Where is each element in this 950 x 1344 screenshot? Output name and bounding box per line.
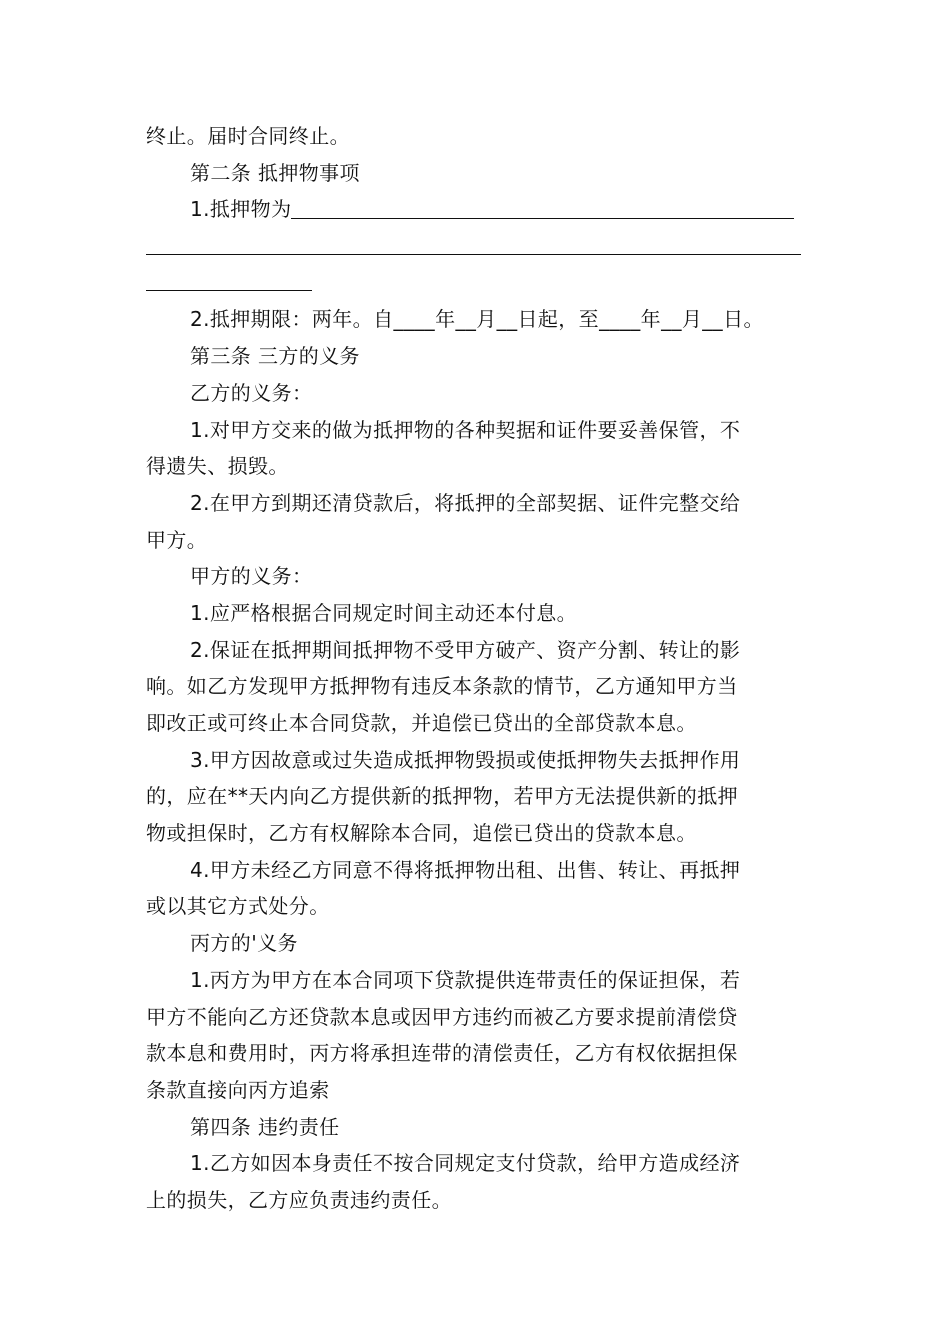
text-line: 1.丙方为甲方在本合同项下贷款提供连带责任的保证担保，若 (190, 967, 741, 992)
text-line: 的，应在**天内向乙方提供新的抵押物，若甲方无法提供新的抵押 (146, 784, 738, 809)
text-line: 终止。届时合同终止。 (146, 124, 350, 148)
field-label: 1.抵押物为 (190, 197, 292, 222)
section-heading: 第四条 违约责任 (190, 1114, 340, 1139)
fill-in-blank-line (146, 228, 808, 265)
subsection-heading: 甲方的义务： (190, 564, 313, 589)
text-line: 上的损失，乙方应负责违约责任。 (146, 1187, 452, 1212)
text-line: 即改正或可终止本合同贷款，并追偿已贷出的全部贷款本息。 (146, 711, 697, 735)
subsection-heading: 乙方的义务： (190, 380, 313, 405)
text-line: 款本息和费用时，丙方将承担连带的清偿责任，乙方有权依据担保 (146, 1041, 738, 1066)
subsection-heading: 丙方的'义务 (190, 931, 298, 956)
section-heading: 第二条 抵押物事项 (190, 160, 360, 185)
fill-in-blank-line (146, 265, 808, 302)
fill-in-blank (291, 196, 794, 219)
text-line-with-blank (146, 191, 808, 228)
text-line: 得遗失、损毁。 (146, 454, 289, 479)
section-heading: 第三条 三方的义务 (190, 344, 360, 369)
text-line: 响。如乙方发现甲方抵押物有违反本条款的情节，乙方通知甲方当 (146, 674, 738, 699)
text-line: 甲方不能向乙方还贷款本息或因甲方违约而被乙方要求提前清偿贷 (146, 1004, 738, 1029)
text-line: 物或担保时，乙方有权解除本合同，追偿已贷出的贷款本息。 (146, 821, 697, 846)
text-line: 1.应严格根据合同规定时间主动还本付息。 (190, 600, 578, 625)
text-line: 2.保证在抵押期间抵押物不受甲方破产、资产分割、转让的影 (190, 637, 741, 662)
text-line: 4.甲方未经乙方同意不得将抵押物出租、出售、转让、再抵押 (190, 857, 741, 882)
text-line: 甲方。 (146, 527, 208, 552)
text-line: 1.对甲方交来的做为抵押物的各种契据和证件要妥善保管，不 (190, 417, 741, 442)
text-line: 2.抵押期限：两年。自____年__月__日起，至____年__月__日。 (190, 307, 764, 332)
text-line: 或以其它方式处分。 (146, 894, 330, 919)
text-line: 1.乙方如因本身责任不按合同规定支付贷款，给甲方造成经济 (190, 1151, 741, 1176)
text-line: 2.在甲方到期还清贷款后，将抵押的全部契据、证件完整交给 (190, 490, 741, 515)
text-line: 条款直接向丙方追索 (146, 1077, 330, 1102)
text-line: 3.甲方因故意或过失造成抵押物毁损或使抵押物失去抵押作用 (190, 747, 741, 772)
document-page (146, 118, 808, 1219)
